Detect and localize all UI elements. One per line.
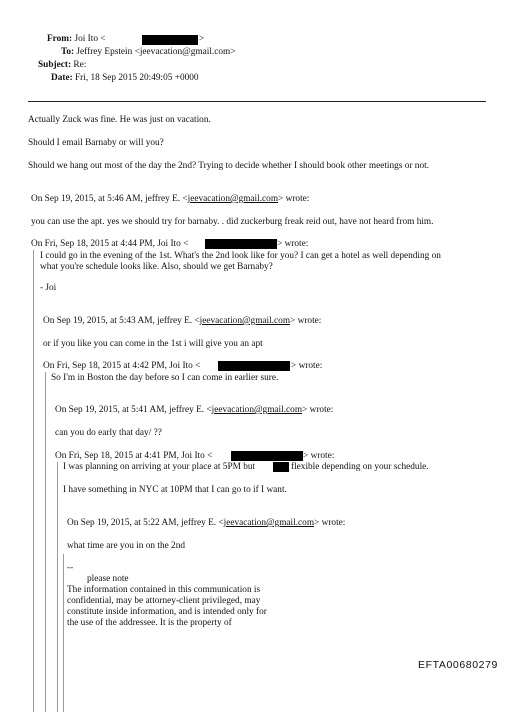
quote-attribution	[43, 316, 321, 327]
note-line: confidential, may be attorney-client privileged, may	[67, 596, 261, 606]
attribution-end: > wrote:	[302, 405, 334, 415]
attribution-text: On Sep 19, 2015, at 5:46 AM, jeffrey E. <	[31, 194, 188, 204]
from-value: Joi Ito <	[74, 34, 106, 44]
quote-text: flexible depending on your schedule.	[291, 462, 429, 472]
quote-text: or if you like you can come in the 1st i will give you an apt	[43, 339, 263, 349]
redaction-box	[231, 451, 303, 461]
quote-text: what time are you in on the 2nd	[67, 541, 185, 551]
attribution-text: On Fri, Sep 18, 2015 at 4:42 PM, Joi Ito <	[43, 361, 201, 371]
redaction-box	[273, 462, 289, 472]
attribution-text: On Fri, Sep 18, 2015 at 4:44 PM, Joi Ito <	[31, 239, 189, 249]
email-link[interactable]: jeevacation@gmail.com	[211, 405, 303, 415]
quote-attribution	[55, 451, 212, 462]
subject-label: Subject:	[38, 60, 72, 70]
redaction-box	[205, 239, 277, 249]
quote-bar	[57, 462, 58, 712]
to-row	[61, 47, 235, 58]
body-line: Should I email Barnaby or will you?	[28, 138, 164, 148]
bates-number: EFTA00680279	[418, 659, 498, 671]
subject-row	[38, 60, 86, 71]
to-value: Jeffrey Epstein <jeevacation@gmail.com>	[76, 47, 236, 57]
signature: - Joi	[40, 283, 57, 293]
date-label: Date:	[51, 73, 73, 83]
quote-attribution	[31, 239, 188, 250]
body-line: Actually Zuck was fine. He was just on vacation.	[28, 115, 211, 125]
quote-attribution	[67, 518, 345, 529]
header-divider	[28, 101, 486, 102]
quote-text: So I'm in Boston the day before so I can come in earlier sure.	[51, 373, 279, 383]
from-label: From:	[47, 34, 73, 44]
from-row	[47, 34, 106, 45]
quote-text: I was planning on arriving at your place at 5PM but	[63, 462, 256, 472]
subject-value: Re:	[73, 60, 87, 70]
attribution-text: On Sep 19, 2015, at 5:22 AM, jeffrey E. <	[67, 518, 224, 528]
quote-text: I have something in NYC at 10PM that I can go to if I want.	[63, 485, 287, 495]
quote-bar	[45, 372, 46, 712]
quote-bar	[33, 250, 34, 712]
email-link[interactable]: jeevacation@gmail.com	[187, 194, 279, 204]
date-row	[51, 73, 199, 84]
email-link[interactable]: jeevacation@gmail.com	[199, 316, 291, 326]
attribution-end: > wrote:	[290, 316, 322, 326]
quote-attribution	[43, 361, 200, 372]
note-title: please note	[87, 574, 129, 584]
from-after: >	[199, 34, 205, 44]
quote-text: you can use the apt. yes we should try for barnaby. . did zuckerburg freak reid out, have not heard from him.	[31, 217, 434, 227]
quote-text: I could go in the evening of the 1st. What's the 2nd look like for you? I can get a hotel as well depending on	[40, 251, 441, 261]
redaction-box	[142, 35, 198, 45]
attribution-text: On Sep 19, 2015, at 5:41 AM, jeffrey E. <	[55, 405, 212, 415]
signature-dashes: --	[67, 563, 74, 573]
quote-bar	[63, 554, 64, 712]
attribution-end: > wrote:	[277, 239, 309, 249]
email-link[interactable]: jeevacation@gmail.com	[223, 518, 315, 528]
note-line: constitute inside information, and is intended only for	[67, 607, 267, 617]
quote-attribution	[55, 405, 333, 416]
attribution-text: On Fri, Sep 18, 2015 at 4:41 PM, Joi Ito <	[55, 451, 213, 461]
redaction-box	[218, 361, 290, 371]
body-line: Should we hang out most of the day the 2nd? Trying to decide whether I should book other meetings or not.	[28, 161, 430, 171]
date-value: Fri, 18 Sep 2015 20:49:05 +0000	[75, 73, 199, 83]
attribution-end: > wrote:	[291, 361, 323, 371]
note-line: the use of the addressee. It is the property of	[67, 618, 232, 628]
to-label: To:	[61, 47, 75, 57]
attribution-end: > wrote:	[278, 194, 310, 204]
attribution-end: > wrote:	[314, 518, 346, 528]
attribution-end: > wrote:	[303, 451, 335, 461]
attribution-text: On Sep 19, 2015, at 5:43 AM, jeffrey E. <	[43, 316, 200, 326]
quote-attribution	[31, 194, 309, 205]
quote-text: can you do early that day/ ??	[55, 428, 162, 438]
quote-text: what you're schedule looks like. Also, should we get Barnaby?	[40, 262, 273, 272]
note-line: The information contained in this communication is	[67, 585, 261, 595]
